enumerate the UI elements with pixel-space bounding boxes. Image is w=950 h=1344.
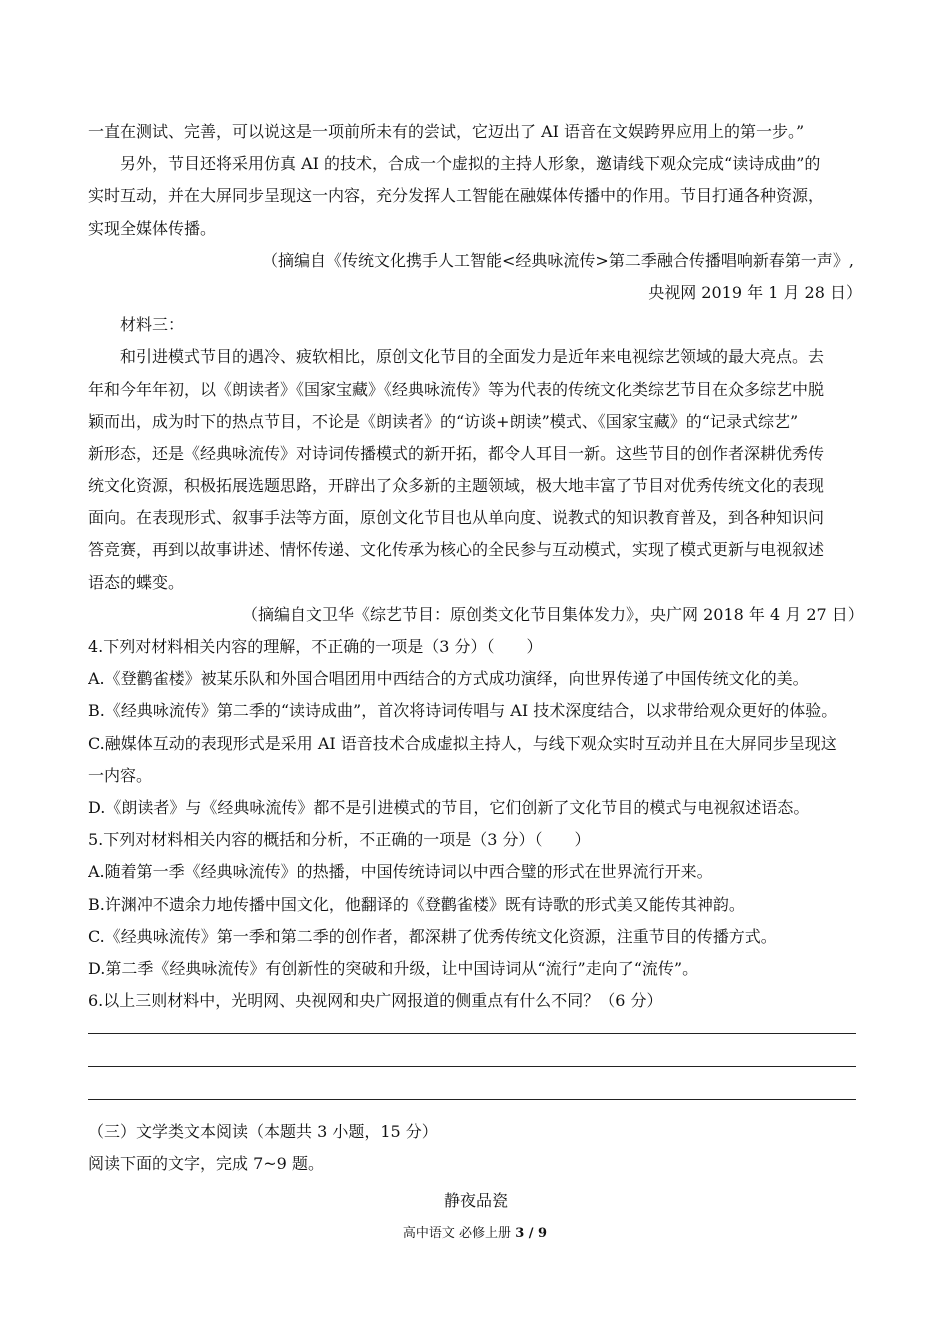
option-c: C.融媒体互动的表现形式是采用 AI 语音技术合成虚拟主持人，与线下观众实时互动并且在大屏同步呈现这 [88,733,837,753]
material-2-ending [88,116,864,309]
paragraph-line: 面向。在表现形式、叙事手法等方面，原创文化节目也从单向度、说教式的知识教育普及，到各种知识问 [88,508,825,528]
option-d: D.《朗读者》与《经典咏流传》都不是引进模式的节目，它们创新了文化节目的模式与电视叙述语态。 [88,797,810,817]
paragraph-line: 年和今年年初，以《朗读者》《国家宝藏》《经典咏流传》等为代表的传统文化类综艺节目在众多综艺中脱 [88,379,825,399]
option-c-continued: 一内容。 [88,765,153,785]
paragraph-line: 答竞赛，再到以故事讲述、情怀传递、文化传承为核心的全民参与互动模式，实现了模式更新与电视叙述 [88,540,825,560]
paragraph-line: 实时互动，并在大屏同步呈现这一内容，充分发挥人工智能在融媒体传播中的作用。节目打通各种资源， [88,186,825,206]
answer-line[interactable] [88,1083,864,1116]
source-citation-date: 央视网 2019 年 1 月 28 日） [648,282,862,302]
section-heading: （三）文学类文本阅读（本题共 3 小题，15 分） [88,1122,438,1142]
paragraph-line: 另外，节目还将采用仿真 AI 的技术，合成一个虚拟的主持人形象，邀请线下观众完成“读诗成曲”的 [120,154,821,174]
material-3 [88,309,864,631]
option-b: B.《经典咏流传》第二季的“读诗成曲”，首次将诗词传唱与 AI 技术深度结合，以求带给观众更好的体验。 [88,701,838,721]
exam-page [88,116,864,1233]
source-citation: （摘编自文卫华《综艺节目：原创类文化节目集体发力》，央广网 2018 年 4 月 27 日） [242,604,864,624]
option-a: A.随着第一季《经典咏流传》的热播，中国传统诗词以中西合璧的形式在世界流行开来。 [88,862,713,882]
source-citation: （摘编自《传统文化携手人工智能<经典咏流传>第二季融合传播唱响新春第一声》, [262,250,854,270]
material-heading: 材料三： [120,315,185,335]
footer-label: 高中语文 必修上册 [402,1226,512,1241]
option-c: C.《经典咏流传》第一季和第二季的创作者，都深耕了优秀传统文化资源，注重节目的传播方式。 [88,926,777,946]
paragraph-line: 颖而出，成为时下的热点节目，不论是《朗读者》的“访谈+朗读”模式、《国家宝藏》的“记录式综艺” [88,411,799,431]
answer-line[interactable] [88,1050,864,1083]
option-d: D.第二季《经典咏流传》有创新性的突破和升级，让中国诗词从“流行”走向了“流传”。 [88,958,699,978]
page-footer [0,1224,950,1244]
question-stem: 4.下列对材料相关内容的理解，不正确的一项是（3 分）（ ） [88,637,543,656]
paragraph-line: 实现全媒体传播。 [88,218,217,238]
question-stem: 6.以上三则材料中，光明网、央视网和央广网报道的侧重点有什么不同？（6 分） [88,991,663,1011]
option-a: A.《登鹳雀楼》被某乐队和外国合唱团用中西结合的方式成功演绎，向世界传递了中国传统文化的美。 [88,669,809,689]
question-stem: 5.下列对材料相关内容的概括和分析，不正确的一项是（3 分）（ ） [88,830,591,850]
option-b: B.许渊冲不遗余力地传播中国文化，他翻译的《登鹳雀楼》既有诗歌的形式美又能传其神韵。 [88,894,745,914]
paragraph-line: 语态的蝶变。 [88,572,185,592]
paragraph-line: 一直在测试、完善，可以说这是一项前所未有的尝试，它迈出了 AI 语音在文娱跨界应用上的第一步。” [88,122,805,141]
answer-line[interactable] [88,1017,864,1050]
page-number: 3 / 9 [515,1226,548,1241]
question-4 [88,631,864,824]
paragraph-line: 和引进模式节目的遇冷、疲软相比，原创文化节目的全面发力是近年来电视综艺领域的最大亮点。去 [120,347,825,367]
section-3 [88,1116,864,1216]
question-5 [88,824,864,985]
paragraph-line: 新形态，还是《经典咏流传》对诗词传播模式的新开拓，都令人耳目一新。这些节目的创作者深耕优秀传 [88,443,825,463]
question-6 [88,985,864,1116]
essay-title: 静夜品瓷 [443,1190,508,1210]
section-instruction: 阅读下面的文字，完成 7~9 题。 [88,1154,324,1174]
paragraph-line: 统文化资源，积极拓展选题思路，开辟出了众多新的主题领域，极大地丰富了节目对优秀传统文化的表现 [88,476,825,496]
